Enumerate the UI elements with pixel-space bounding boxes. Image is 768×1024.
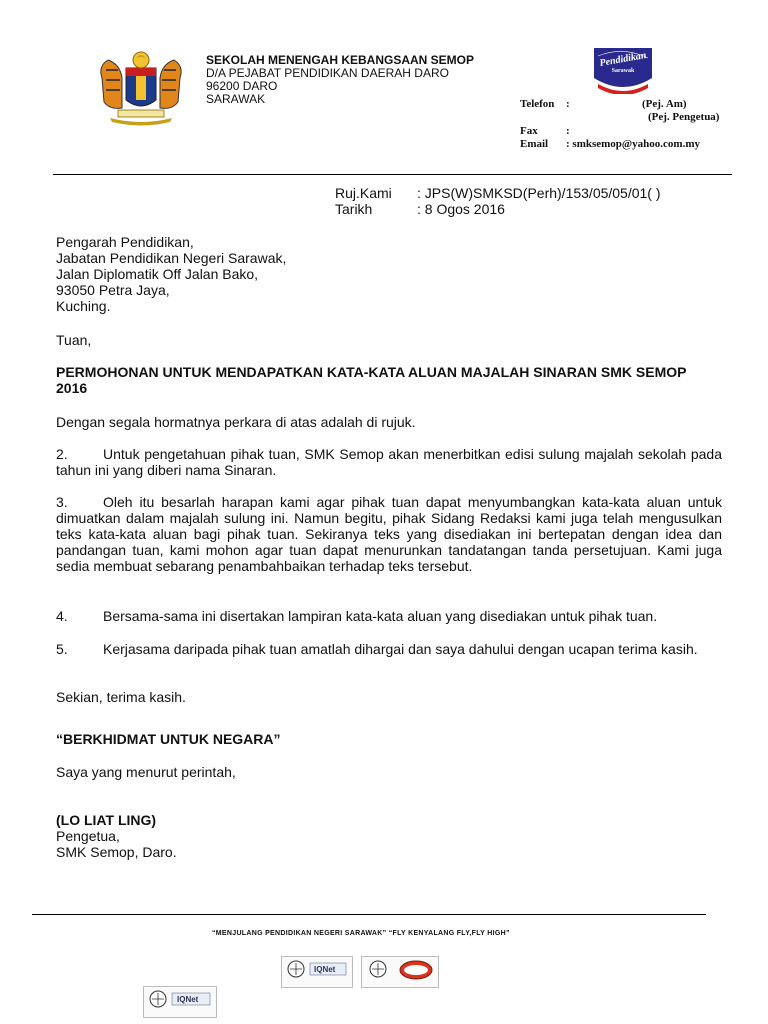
paragraph-2	[56, 446, 722, 478]
address-line-2: 96200 DARO	[206, 79, 278, 93]
paragraph-3-text: Oleh itu besarlah harapan kami agar pihak tuan dapat menyumbangkan kata-kata aluan untuk dimuatkan dalam majalah sulung ini. Namun begitu, pihak Sidang Redaksi kami juga telah mengusulkan teks kata-kata aluan bagi pihak tuan. Sekiranya teks yang disediakan ini bertepatan dengan idea dan pandangan tuan, kami mohon agar tuan dapat menurunkan tandatangan tanda persetujuan. Kami juga sedia membuat sebarang penambahbaikan terhadap teks tersebut.	[56, 494, 722, 574]
footer-motto: “MENJULANG PENDIDIKAN NEGERI SARAWAK” “FLY KENYALANG FLY,FLY HIGH”	[212, 930, 510, 937]
ruj-value: : JPS(W)SMKSD(Perh)/153/05/05/01( )	[417, 185, 661, 201]
logo-text-top: Pendidikan	[598, 49, 648, 70]
closing-sekian: Sekian, terima kasih.	[56, 689, 186, 705]
paragraph-5-text: Kerjasama daripada pihak tuan amatlah dihargai dan saya dahului dengan ucapan terima kasih.	[103, 641, 698, 657]
school-address-block	[206, 54, 536, 106]
email-label: Email	[520, 138, 549, 150]
tarikh-value: : 8 Ogos 2016	[417, 201, 505, 217]
paragraph-number: 4.	[56, 608, 68, 624]
paragraph-1: Dengan segala hormatnya perkara di atas adalah di rujuk.	[56, 414, 416, 430]
certification-badge-standards	[361, 956, 439, 988]
header-rule	[53, 174, 732, 175]
reference-block	[335, 185, 735, 217]
certification-badge-iqnet-2	[143, 986, 217, 1018]
pej-pengetua-label: (Pej. Pengetua)	[648, 111, 720, 123]
signature-block	[56, 812, 177, 860]
paragraph-2-text: Untuk pengetahuan pihak tuan, SMK Semop akan menerbitkan edisi sulung majalah sekolah pada tahun ini yang diberi nama Sinaran.	[56, 446, 722, 478]
recipient-line: Jalan Diplomatik Off Jalan Bako,	[56, 266, 259, 282]
subject-heading: PERMOHONAN UNTUK MENDAPATKAN KATA-KATA ALUAN MAJALAH SINARAN SMK SEMOP 2016	[56, 364, 687, 396]
logo-text-bottom: Sarawak	[611, 68, 635, 74]
paragraph-number: 5.	[56, 641, 68, 657]
recipient-line: Pengarah Pendidikan,	[56, 234, 194, 250]
address-line-3: SARAWAK	[206, 92, 266, 106]
salutation: Tuan,	[56, 332, 92, 348]
signer-name: (LO LIAT LING)	[56, 812, 157, 828]
recipient-address	[56, 234, 456, 314]
paragraph-5	[56, 641, 722, 657]
paragraph-3	[56, 494, 722, 574]
fax-sep: :	[566, 125, 570, 137]
pendidikan-sarawak-logo	[590, 44, 656, 94]
contact-block	[520, 97, 750, 157]
signer-school: SMK Semop, Daro.	[56, 844, 177, 860]
fax-label: Fax	[520, 125, 538, 137]
school-name: SEKOLAH MENENGAH KEBANGSAAN SEMOP	[206, 53, 475, 67]
recipient-line: Jabatan Pendidikan Negeri Sarawak,	[56, 250, 287, 266]
paragraph-4-text: Bersama-sama ini disertakan lampiran kata-kata aluan yang disediakan untuk pihak tuan.	[103, 608, 658, 624]
footer-rule	[32, 914, 706, 915]
closing-perintah: Saya yang menurut perintah,	[56, 764, 236, 780]
telefon-label: Telefon	[520, 98, 555, 110]
recipient-line: Kuching.	[56, 298, 111, 314]
ruj-label: Ruj.Kami	[335, 185, 392, 201]
paragraph-4	[56, 608, 722, 624]
telefon-sep: :	[566, 98, 570, 110]
tarikh-label: Tarikh	[335, 201, 373, 217]
recipient-line: 93050 Petra Jaya,	[56, 282, 170, 298]
closing-motto: “BERKHIDMAT UNTUK NEGARA”	[56, 731, 281, 747]
iqnet-label: IQNet	[314, 965, 336, 974]
coat-of-arms-logo	[92, 48, 190, 126]
signer-title: Pengetua,	[56, 828, 120, 844]
paragraph-number: 2.	[56, 446, 68, 462]
paragraph-number: 3.	[56, 494, 68, 510]
address-line-1: D/A PEJABAT PENDIDIKAN DAERAH DARO	[206, 66, 449, 80]
certification-badge-iqnet	[281, 956, 353, 988]
email-value: : smksemop@yahoo.com.my	[566, 138, 700, 150]
iqnet-label: IQNet	[177, 995, 199, 1004]
pej-am-label: (Pej. Am)	[642, 98, 687, 110]
